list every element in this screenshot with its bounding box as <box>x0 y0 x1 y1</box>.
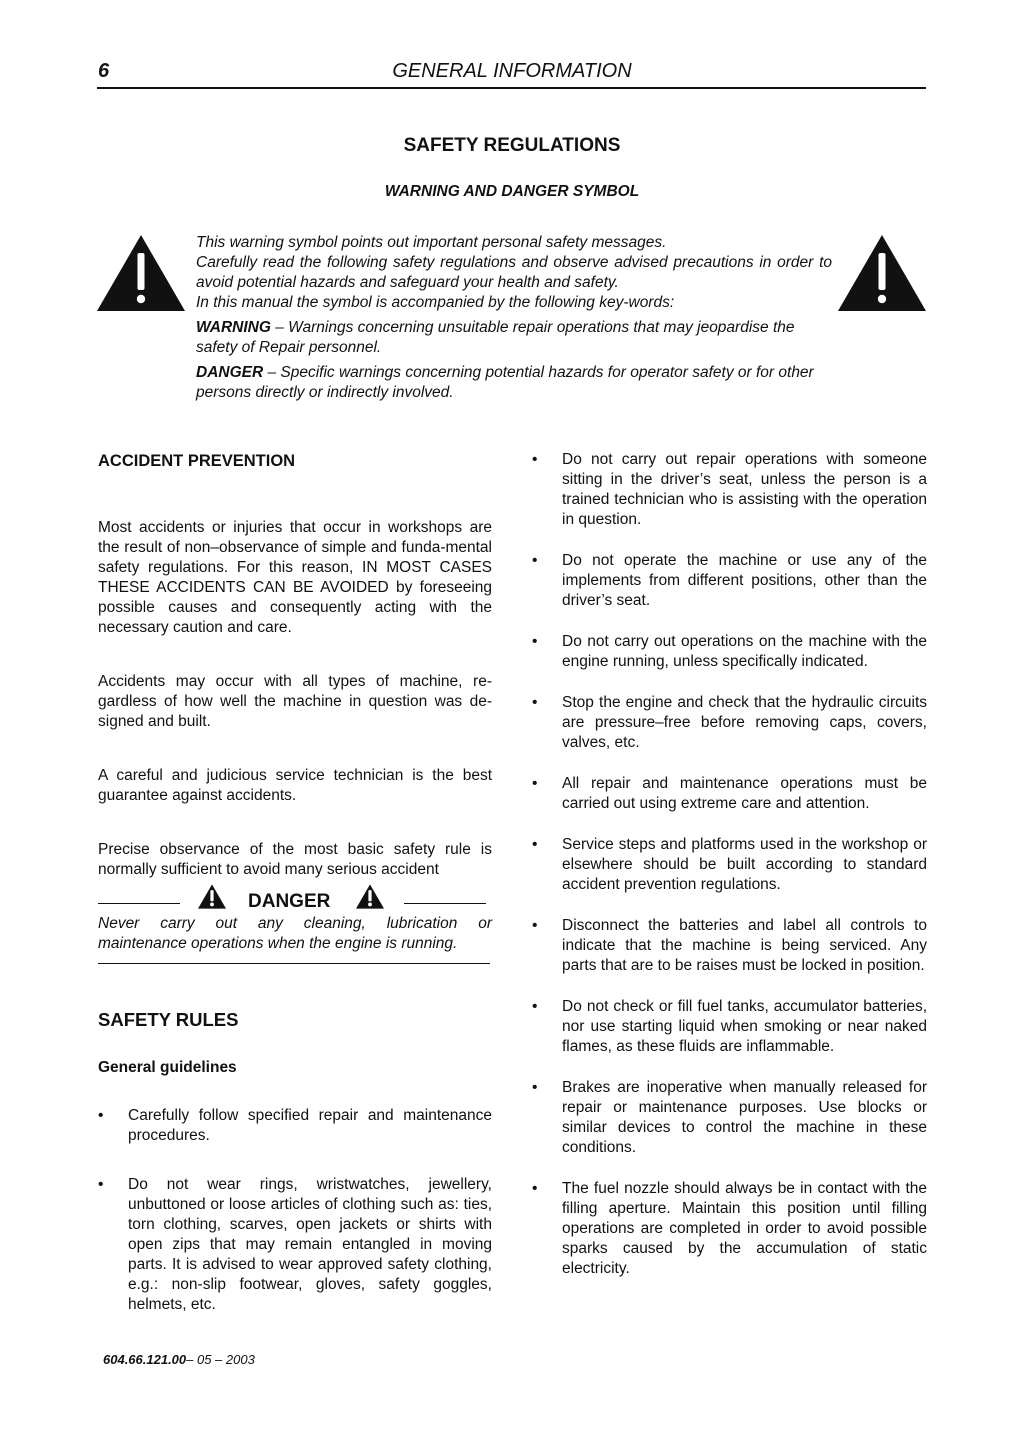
warning-keyword: WARNING <box>196 319 271 336</box>
list-item-text: Do not check or fill fuel tanks, accumulator batteries, nor use starting liquid when smoking or near naked flames, as these fluids are inflammable. <box>562 998 927 1055</box>
list-item <box>532 774 927 814</box>
section-subtitle: WARNING AND DANGER SYMBOL <box>384 183 640 200</box>
list-item <box>532 693 927 753</box>
intro-line: In this manual the symbol is accompanied by the following key-words: <box>196 294 675 311</box>
warning-triangle-icon <box>356 884 384 914</box>
list-item-text: Carefully follow specified repair and maintenance procedures. <box>128 1107 492 1144</box>
list-item <box>532 997 927 1057</box>
page-number: 6 <box>98 60 110 82</box>
bullet-icon: • <box>532 836 538 853</box>
danger-keyword: DANGER <box>196 364 264 381</box>
header-rule <box>97 87 926 89</box>
list-item <box>532 1078 927 1158</box>
bullet-icon: • <box>532 451 538 468</box>
list-item-text: All repair and maintenance operations must be carried out using extreme care and attention. <box>562 775 927 812</box>
bullet-icon: • <box>532 1180 538 1197</box>
paragraph: Accidents may occur with all types of machine, re-gardless of how well the machine in question was de-signed and built. <box>98 673 492 730</box>
bullet-icon: • <box>532 694 538 711</box>
document-code: 604.66.121.00 <box>103 1352 187 1367</box>
list-item <box>532 551 927 611</box>
danger-definition-text: – Specific warnings concerning potential hazards for operator safety or for other persons directly or indirectly involved. <box>196 364 814 401</box>
list-item <box>532 835 927 895</box>
running-head: GENERAL INFORMATION <box>392 60 632 82</box>
list-item-text: Brakes are inoperative when manually released for repair or maintenance purposes. Use blocks or similar devices to control the machine in these conditions. <box>562 1079 927 1156</box>
danger-text: Never carry out any cleaning, lubrication or <box>98 915 492 932</box>
danger-rule <box>98 903 180 904</box>
list-item <box>532 632 927 672</box>
danger-text: maintenance operations when the engine is running. <box>98 935 458 952</box>
list-item <box>98 1106 492 1146</box>
bullet-icon: • <box>98 1176 104 1193</box>
bullet-icon: • <box>532 552 538 569</box>
bullet-icon: • <box>98 1107 104 1124</box>
warning-definition-text: – Warnings concerning unsuitable repair operations that may jeopardise the safety of Repair personnel. <box>196 319 795 356</box>
bullet-icon: • <box>532 633 538 650</box>
list-item <box>98 1175 492 1315</box>
list-item-text: The fuel nozzle should always be in contact with the filling aperture. Maintain this position until filling operations are completed in order to avoid possible sparks caused by the accumulation of static electricity. <box>562 1180 927 1277</box>
warning-triangle-icon <box>97 235 185 311</box>
bullet-icon: • <box>532 998 538 1015</box>
list-item-text: Stop the engine and check that the hydraulic circuits are pressure–free before removing caps, covers, valves, etc. <box>562 694 927 751</box>
intro-line: Carefully read the following safety regulations and observe advised precautions in order to avoid potential hazards and safeguard your health and safety. <box>196 254 832 291</box>
danger-rule <box>98 963 490 964</box>
safety-rules-heading: SAFETY RULES <box>98 1009 239 1030</box>
general-guidelines-heading: General guidelines <box>98 1059 237 1076</box>
list-item-text: Do not wear rings, wristwatches, jewellery, unbuttoned or loose articles of clothing such as: ties, torn clothing, scarves, open jackets or shirts with open zips that may remain entangled in moving parts. It is advised to wear approved safety clothing, e.g.: non-slip footwear, gloves, safety goggles, helmets, etc. <box>128 1176 492 1313</box>
list-item-text: Do not carry out operations on the machine with the engine running, unless specifically indicated. <box>562 633 927 670</box>
danger-callout <box>98 890 492 974</box>
left-column <box>98 450 492 1315</box>
paragraph: Most accidents or injuries that occur in workshops are the result of non–observance of simple and funda-mental safety regulations. For this reason, IN MOST CASES THESE ACCIDENTS CAN BE AVOIDED by foreseeing possible causes and consequently acting with the necessary caution and care. <box>98 519 492 636</box>
document-date: – 05 – 2003 <box>186 1352 255 1367</box>
page-title: SAFETY REGULATIONS <box>403 135 621 156</box>
list-item-text: Do not operate the machine or use any of the implements from different positions, other than the driver’s seat. <box>562 552 927 609</box>
warning-definition <box>196 318 832 358</box>
right-column <box>532 450 927 1279</box>
intro-text <box>196 233 832 403</box>
list-item-text: Disconnect the batteries and label all controls to indicate that the machine is being serviced. Any parts that are to be raises must be locked in position. <box>562 917 927 974</box>
warning-triangle-icon <box>198 884 226 914</box>
bullet-icon: • <box>532 775 538 792</box>
paragraph: Precise observance of the most basic safety rule is normally sufficient to avoid many serious accident <box>98 841 492 878</box>
accident-prevention-heading: ACCIDENT PREVENTION <box>98 452 296 470</box>
page-footer <box>103 1352 255 1367</box>
intro-line: This warning symbol points out important personal safety messages. <box>196 234 667 251</box>
list-item <box>532 1179 927 1279</box>
danger-definition <box>196 363 832 403</box>
list-item <box>532 916 927 976</box>
danger-rule <box>404 903 486 904</box>
danger-label: DANGER <box>248 891 331 912</box>
list-item <box>532 450 927 530</box>
bullet-icon: • <box>532 917 538 934</box>
paragraph: A careful and judicious service technician is the best guarantee against accidents. <box>98 767 492 804</box>
list-item-text: Service steps and platforms used in the workshop or elsewhere should be built according to standard accident prevention regulations. <box>562 836 927 893</box>
list-item-text: Do not carry out repair operations with someone sitting in the driver’s seat, unless the person is a trained technician who is assisting with the operation in question. <box>562 451 927 528</box>
bullet-icon: • <box>532 1079 538 1096</box>
warning-triangle-icon <box>838 235 926 311</box>
